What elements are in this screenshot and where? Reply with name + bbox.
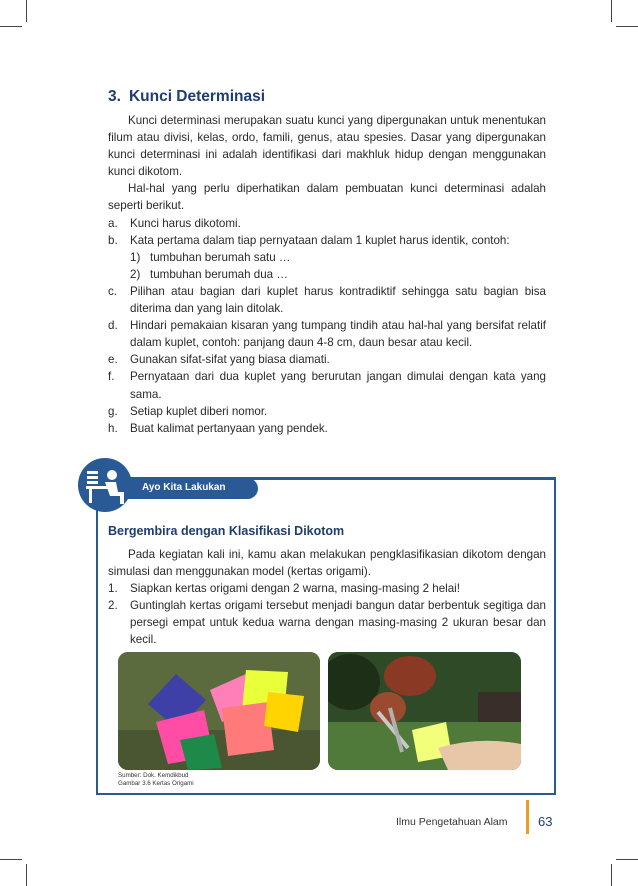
step-item: [108, 597, 546, 648]
footer-divider: [526, 800, 529, 834]
step-label: 1.: [108, 582, 118, 595]
student-desk-icon: [78, 458, 132, 512]
list-label: f.: [108, 370, 115, 384]
list-item: [108, 351, 546, 368]
origami-photo: [118, 652, 320, 770]
list-label: a.: [108, 216, 118, 230]
sublist-text: tumbuhan berumah satu …: [150, 250, 291, 264]
figure-caption: [118, 772, 194, 788]
list-item: [108, 232, 546, 249]
figure-source: Sumber: Dok. Kemdikbud: [118, 772, 189, 779]
step-item: [108, 580, 546, 597]
crop-mark: [611, 0, 612, 22]
sublist-label: 2): [130, 267, 141, 281]
list-text: Pernyataan dari dua kuplet yang berurutan jangan dimulai dengan kata yang sama.: [130, 370, 546, 401]
crop-mark: [0, 859, 22, 860]
list-item: [108, 420, 546, 437]
list-item: [108, 317, 546, 351]
list-label: g.: [108, 404, 118, 418]
list-text: Kunci harus dikotomi.: [130, 216, 241, 230]
crop-mark: [26, 0, 27, 22]
list-text: Setiap kuplet diberi nomor.: [130, 404, 268, 418]
intro-paragraph: Kunci determinasi merupakan suatu kunci yang dipergunakan untuk menentukan filum atau divisi, kelas, ordo, famili, genus, atau spesies. Dasar yang dipergunakan kunci determinasi ini adalah identifikasi dari makhluk hidup dengan menggunakan kunci dikotom.: [108, 114, 546, 179]
activity-title: Bergembira dengan Klasifikasi Dikotom: [108, 524, 345, 538]
step-text: Guntinglah kertas origami tersebut menjadi bangun datar berbentuk segitiga dan persegi empat untuk kedua warna dengan masing-masing 2 ukuran besar dan kecil.: [130, 599, 546, 646]
cutting-photo: [328, 652, 521, 770]
list-item: [108, 368, 546, 402]
list-text: Gunakan sifat-sifat yang biasa diamati.: [130, 353, 330, 367]
section-title: [108, 88, 265, 106]
sublist-item: [108, 249, 546, 266]
section-body: [108, 112, 546, 437]
activity-banner: Ayo Kita Lakukan: [118, 478, 258, 499]
list-label: e.: [108, 353, 118, 367]
list-label: h.: [108, 421, 118, 435]
figure-title: Gambar 3.6 Kertas Origami: [118, 780, 194, 787]
list-text: Kata pertama dalam tiap pernyataan dalam 1 kuplet harus identik, contoh:: [130, 233, 510, 247]
list-text: Pilihan atau bagian dari kuplet harus kontradiktif sehingga satu bagian bisa diterima dan yang lain ditolak.: [130, 284, 546, 316]
activity-badge: [78, 458, 132, 512]
step-label: 2.: [108, 599, 118, 612]
crop-mark: [616, 26, 638, 27]
list-label: c.: [108, 284, 118, 298]
activity-body: [108, 546, 546, 648]
page-number: 63: [538, 814, 553, 829]
intro-paragraph-2: Hal-hal yang perlu diperhatikan dalam pembuatan kunci determinasi adalah seperti berikut.: [108, 182, 546, 213]
section-number: 3.: [108, 88, 121, 105]
list-item: [108, 215, 546, 232]
crop-mark: [0, 26, 22, 27]
crop-mark: [616, 859, 638, 860]
sublist-item: [108, 266, 546, 283]
sublist-text: tumbuhan berumah dua …: [150, 267, 288, 281]
crop-mark: [611, 864, 612, 886]
crop-mark: [26, 864, 27, 886]
footer-book-title: Ilmu Pengetahuan Alam: [396, 816, 508, 828]
sublist-label: 1): [130, 250, 141, 264]
list-item: [108, 403, 546, 420]
list-label: b.: [108, 233, 118, 247]
activity-intro: Pada kegiatan kali ini, kamu akan melakukan pengklasifikasian dikotom dengan simulasi dan menggunakan model (kertas origami).: [108, 548, 546, 578]
section-title-text: Kunci Determinasi: [128, 88, 266, 105]
step-text: Siapkan kertas origami dengan 2 warna, masing-masing 2 helai!: [130, 582, 460, 595]
list-text: Hindari pemakaian kisaran yang tumpang tindih atau hal-hal yang bersifat relatif dalam kuplet, contoh: panjang daun 4-8 cm, daun besar atau kecil.: [130, 319, 546, 350]
list-text: Buat kalimat pertanyaan yang pendek.: [130, 421, 328, 435]
list-item: [108, 283, 546, 317]
list-label: d.: [108, 319, 118, 333]
